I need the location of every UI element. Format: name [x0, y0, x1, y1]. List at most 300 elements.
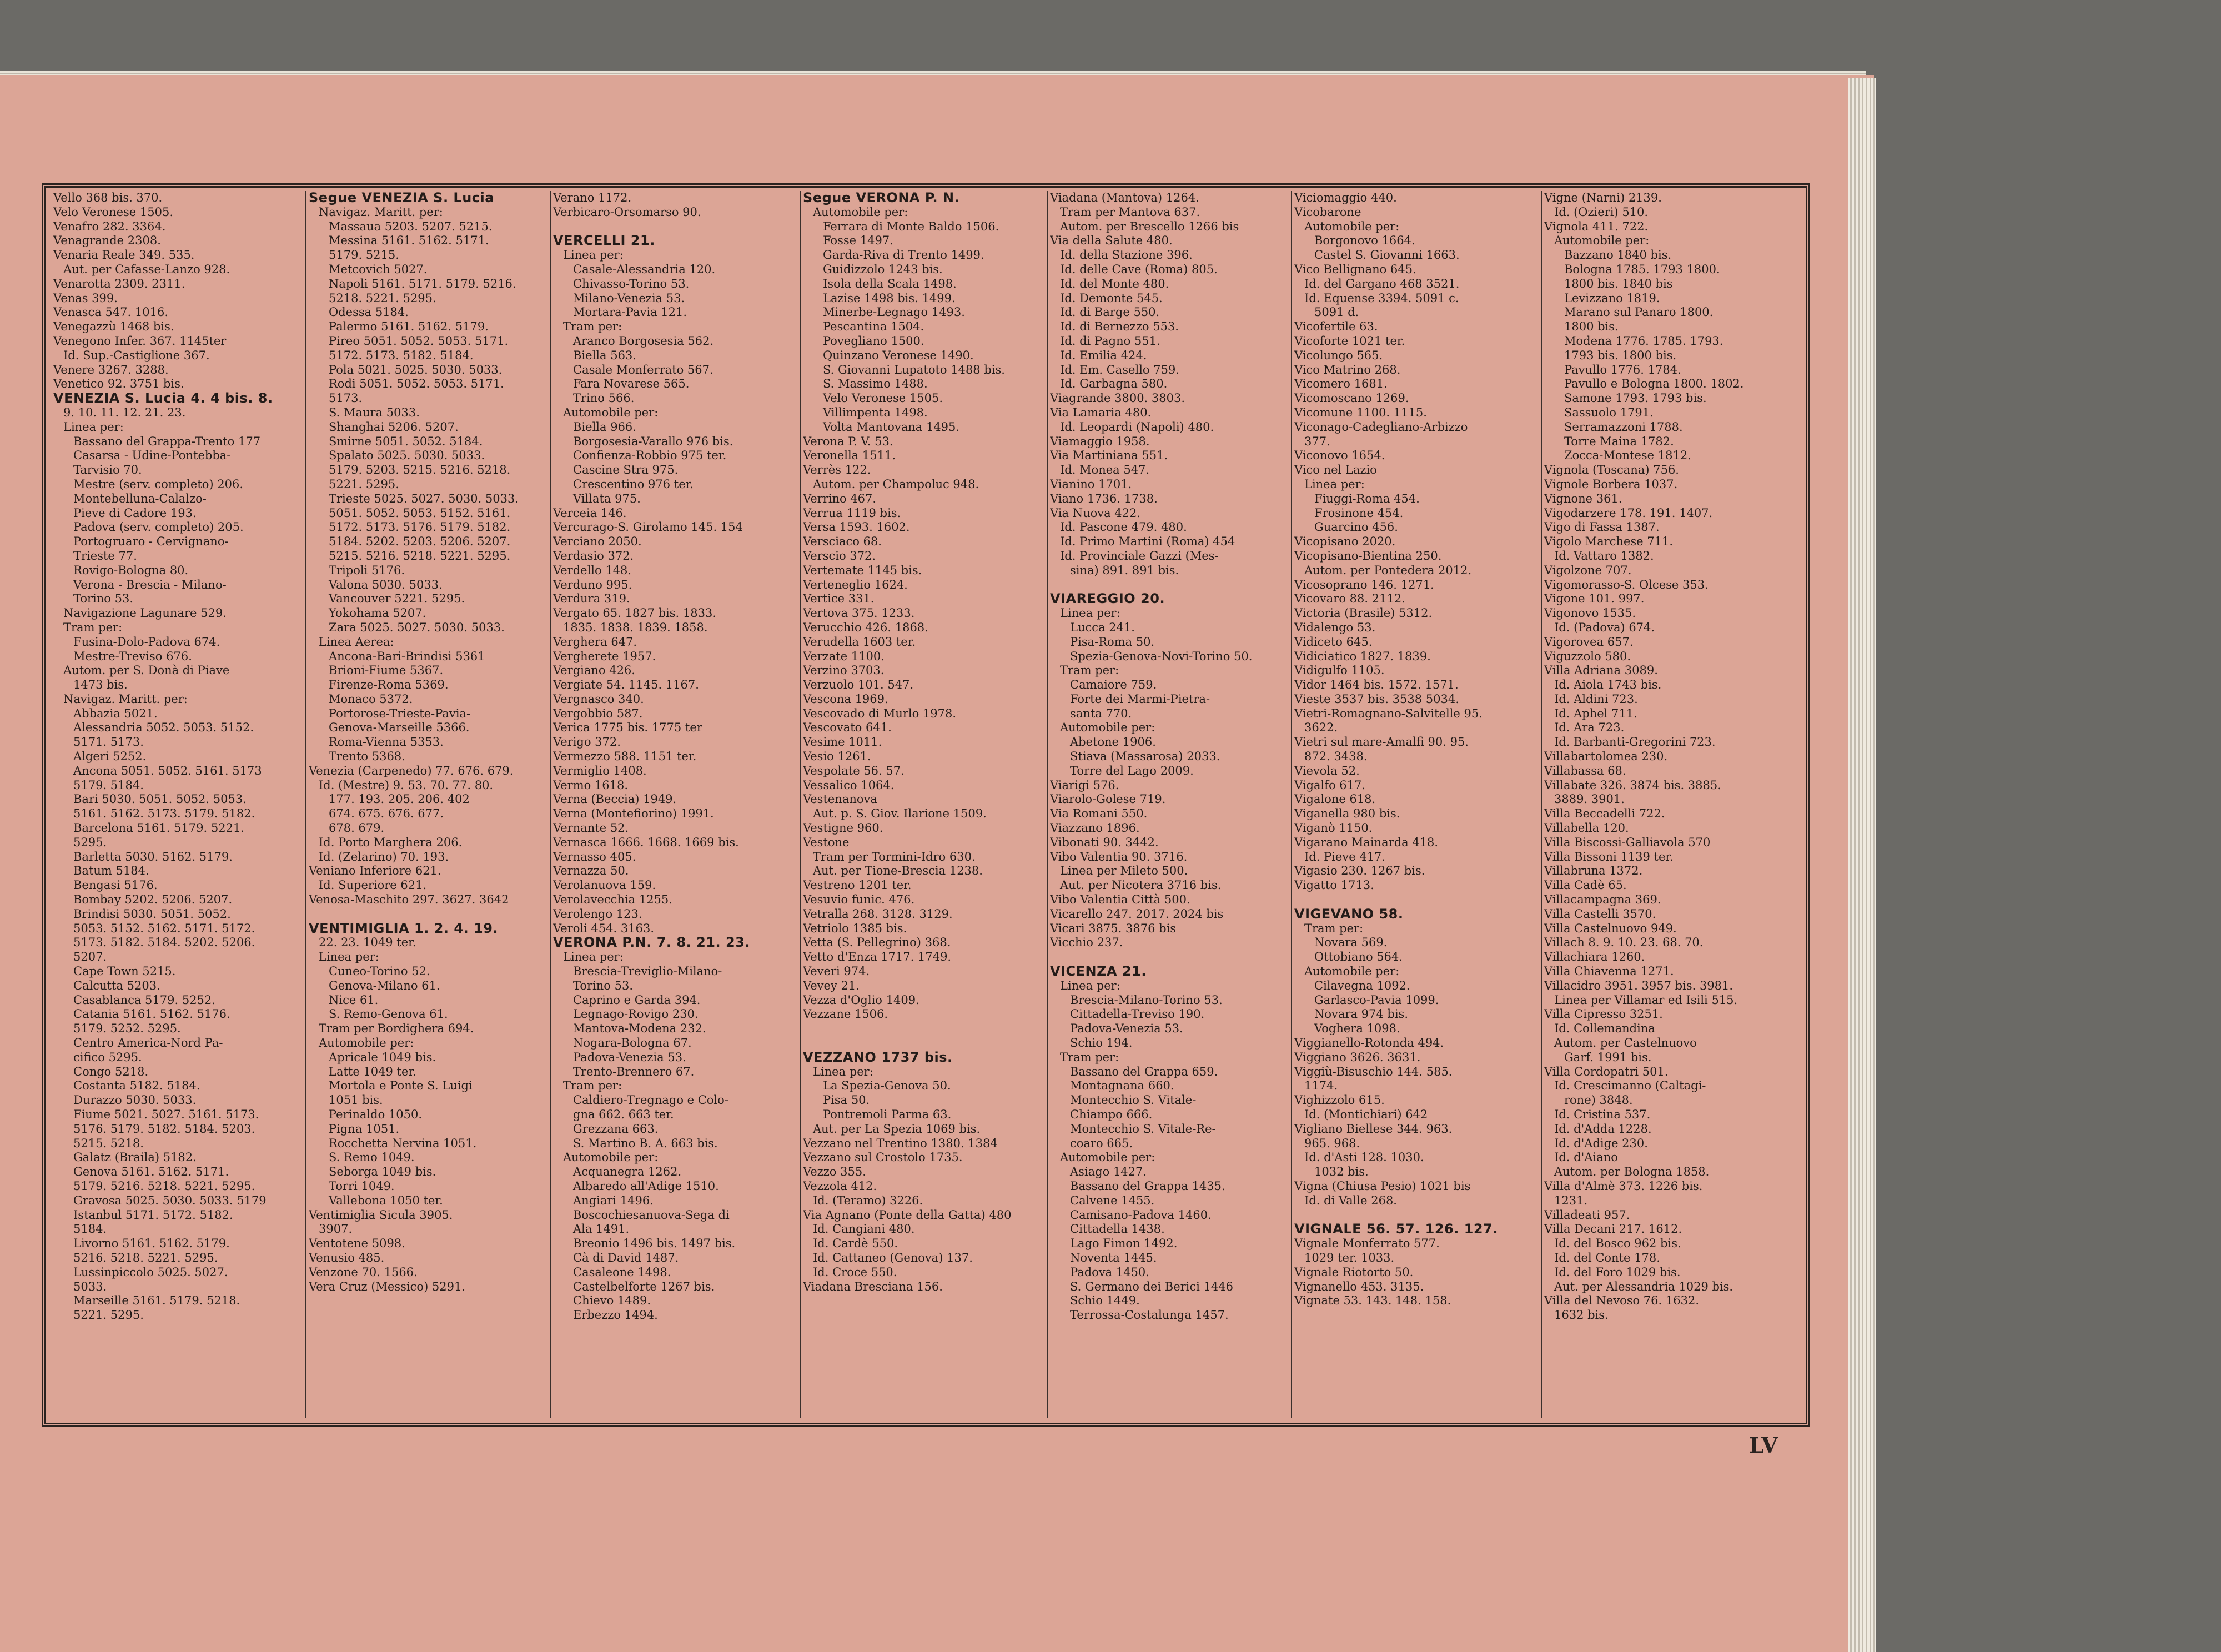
index-entry: Villa Cipresso 3251.	[1544, 1007, 1663, 1021]
index-entry: Chiampo 666.	[1070, 1108, 1153, 1121]
index-entry: Vigna (Chiusa Pesio) 1021 bis	[1294, 1179, 1471, 1193]
index-entry: Bengasi 5176.	[73, 878, 158, 892]
index-entry: Montecchio S. Vitale-	[1070, 1093, 1197, 1107]
index-entry: Casablanca 5179. 5252.	[73, 993, 215, 1007]
index-entry: Trino 566.	[573, 391, 635, 405]
index-entry: Linea per:	[1060, 606, 1120, 620]
index-entry: Via Romani 550.	[1050, 807, 1148, 821]
index-entry: Chievo 1489.	[573, 1294, 651, 1308]
index-entry: Villa Castelli 3570.	[1544, 907, 1656, 921]
index-entry: Tram per:	[1060, 1050, 1119, 1064]
index-entry: 3889. 3901.	[1554, 792, 1625, 806]
index-entry: Id. Aldini 723.	[1554, 692, 1638, 706]
index-entry: Casale Monferrato 567.	[573, 363, 713, 376]
index-entry: Villach 8. 9. 10. 23. 68. 70.	[1544, 936, 1704, 950]
index-entry: 5179. 5216. 5218. 5221. 5295.	[73, 1179, 255, 1193]
index-entry: Vetriolo 1385 bis.	[803, 921, 907, 935]
index-entry: Isola della Scala 1498.	[823, 277, 957, 290]
index-entry: Aut. per Cafasse-Lanzo 928.	[63, 262, 230, 276]
index-entry: Bari 5030. 5051. 5052. 5053.	[73, 792, 247, 806]
index-entry: Automobile per:	[1304, 219, 1400, 233]
index-entry: Verceia 146.	[553, 506, 627, 520]
index-entry: Viconago-Cadegliano-Arbizzo	[1294, 420, 1468, 434]
index-entry: Stiava (Massarosa) 2033.	[1070, 750, 1220, 764]
index-entry: Sassuolo 1791.	[1564, 405, 1654, 419]
index-entry	[309, 907, 547, 922]
index-entry: Mantova-Modena 232.	[573, 1022, 706, 1036]
index-entry: Boscochiesanuova-Sega di	[573, 1208, 730, 1222]
index-entry: Verudella 1603 ter.	[803, 635, 916, 649]
index-entry: Acquanegra 1262.	[573, 1165, 682, 1179]
index-entry: Vevey 21.	[803, 978, 860, 992]
index-entry: Vicolungo 565.	[1294, 348, 1383, 362]
section-heading: VIAREGGIO 20.	[1050, 592, 1165, 607]
index-entry: Venetico 92. 3751 bis.	[53, 377, 184, 391]
index-entry: Id. Pascone 479. 480.	[1060, 520, 1187, 534]
index-entry: Fiume 5021. 5027. 5161. 5173.	[73, 1108, 259, 1121]
index-entry: 1800 bis.	[1564, 320, 1619, 334]
index-entry: Vesuvio funic. 476.	[803, 893, 915, 907]
index-entry: Tarvisio 70.	[73, 463, 142, 477]
index-entry: 22. 23. 1049 ter.	[319, 936, 416, 950]
index-column-3	[550, 191, 800, 1418]
index-entry: Vezzo 355.	[803, 1165, 866, 1179]
index-entry: Bombay 5202. 5206. 5207.	[73, 893, 233, 907]
index-entry: Mestre (serv. completo) 206.	[73, 477, 244, 491]
index-entry: Autom. per Bologna 1858.	[1554, 1165, 1710, 1179]
index-entry: Catania 5161. 5162. 5176.	[73, 1007, 230, 1021]
section-heading: VERCELLI 21.	[553, 234, 655, 249]
index-entry	[1294, 1208, 1539, 1223]
index-column-7	[1541, 191, 1807, 1418]
index-entry: Levizzano 1819.	[1564, 291, 1660, 305]
index-entry: Vigasio 230. 1267 bis.	[1294, 864, 1425, 878]
index-entry: Borgonovo 1664.	[1314, 234, 1415, 248]
index-entry: Vibo Valentia 90. 3716.	[1050, 850, 1188, 863]
index-entry: Tram per:	[563, 320, 622, 334]
index-entry: Cilavegna 1092.	[1314, 978, 1410, 992]
index-entry: Napoli 5161. 5171. 5179. 5216.	[329, 277, 516, 290]
index-entry: Villa d'Almè 373. 1226 bis.	[1544, 1179, 1703, 1193]
index-entry: Vergiate 54. 1145. 1167.	[553, 678, 699, 692]
index-entry: Calvene 1455.	[1070, 1193, 1155, 1207]
index-entry: Genova-Marseille 5366.	[329, 721, 470, 735]
index-entry: Id. del Gargano 468 3521.	[1304, 277, 1460, 290]
index-entry: 377.	[1304, 434, 1330, 448]
index-entry: S. Remo-Genova 61.	[329, 1007, 448, 1021]
index-entry: Id. (Montichiari) 642	[1304, 1108, 1428, 1121]
index-entry: Vicovaro 88. 2112.	[1294, 592, 1405, 606]
index-entry: Aut. per Alessandria 1029 bis.	[1554, 1279, 1733, 1293]
index-entry: Metcovich 5027.	[329, 262, 428, 276]
index-entry	[1050, 950, 1289, 965]
index-entry: Lucca 241.	[1070, 620, 1135, 634]
index-entry: 1032 bis.	[1314, 1165, 1369, 1179]
index-entry: Verciano 2050.	[553, 535, 642, 549]
index-entry: Id. Croce 550.	[813, 1265, 897, 1279]
index-entry: Id. di Valle 268.	[1304, 1193, 1397, 1207]
index-entry: Viciomaggio 440.	[1294, 191, 1397, 204]
index-entry: Verduno 995.	[553, 578, 632, 591]
index-entry: Ventimiglia Sicula 3905.	[309, 1208, 453, 1222]
index-entry: Vezzano nel Trentino 1380. 1384	[803, 1136, 998, 1150]
index-entry: Vetto d'Enza 1717. 1749.	[803, 950, 952, 964]
index-entry: Viguzzolo 580.	[1544, 649, 1631, 663]
index-entry: Id. del Monte 480.	[1060, 277, 1169, 290]
index-entry: Asiago 1427.	[1070, 1165, 1147, 1179]
index-entry: Automobile per:	[1304, 965, 1400, 978]
index-entry: Bassano del Grappa 659.	[1070, 1064, 1218, 1078]
index-entry: Voghera 1098.	[1314, 1022, 1400, 1036]
index-entry: Marano sul Panaro 1800.	[1564, 305, 1714, 319]
index-entry: Bassano del Grappa 1435.	[1070, 1179, 1225, 1193]
index-entry: Vicopisano-Bientina 250.	[1294, 549, 1442, 563]
index-entry: Alessandria 5052. 5053. 5152.	[73, 721, 254, 735]
index-entry: Vicomoscano 1269.	[1294, 391, 1409, 405]
index-entry: Venafro 282. 3364.	[53, 219, 166, 233]
index-entry: Verona - Brescia - Milano-	[73, 578, 227, 591]
section-heading: VIGEVANO 58.	[1294, 907, 1404, 922]
index-entry: Modena 1776. 1785. 1793.	[1564, 334, 1723, 348]
index-entry: Vetralla 268. 3128. 3129.	[803, 907, 953, 921]
index-entry: Id. del Foro 1029 bis.	[1554, 1265, 1681, 1279]
index-entry: Padova-Venezia 53.	[1070, 1022, 1183, 1036]
index-entry: Rocchetta Nervina 1051.	[329, 1136, 477, 1150]
index-entry: Autom. per Castelnuovo	[1554, 1036, 1697, 1050]
index-entry: 1793 bis. 1800 bis.	[1564, 348, 1677, 362]
index-entry: Automobile per:	[813, 205, 908, 219]
index-entry: Verghera 647.	[553, 635, 637, 649]
index-column-4	[800, 191, 1047, 1418]
index-entry: Nice 61.	[329, 993, 379, 1007]
index-column-2	[305, 191, 550, 1418]
index-entry	[1294, 893, 1539, 907]
index-entry: Vignone 361.	[1544, 491, 1622, 505]
index-entry: Via Agnano (Ponte della Gatta) 480	[803, 1208, 1012, 1222]
index-entry: Id. Emilia 424.	[1060, 348, 1147, 362]
index-entry: Vicoforte 1021 ter.	[1294, 334, 1405, 348]
index-entry: Id. di Bernezzo 553.	[1060, 320, 1179, 334]
index-entry: Volta Mantovana 1495.	[823, 420, 960, 434]
index-entry: Verdello 148.	[553, 563, 632, 577]
index-entry: Id. d'Adda 1228.	[1554, 1122, 1652, 1136]
index-entry: Apricale 1049 bis.	[329, 1050, 436, 1064]
index-entry: Shanghai 5206. 5207.	[329, 420, 459, 434]
index-entry: coaro 665.	[1070, 1136, 1133, 1150]
index-entry: Id. Aphel 711.	[1554, 706, 1637, 720]
index-entry: Vigliano Biellese 344. 963.	[1294, 1122, 1453, 1136]
index-entry: Castel S. Giovanni 1663.	[1314, 248, 1460, 262]
index-entry: Autom. per Pontedera 2012.	[1304, 563, 1472, 577]
index-entry: Venere 3267. 3288.	[53, 363, 169, 376]
index-entry: Verbicaro-Orsomarso 90.	[553, 205, 701, 219]
index-entry: Angiari 1496.	[573, 1193, 654, 1207]
index-entry: Trento-Brennero 67.	[573, 1064, 695, 1078]
index-entry: Velo Veronese 1505.	[53, 205, 173, 219]
section-heading: VERONA P.N. 7. 8. 21. 23.	[553, 936, 750, 951]
index-entry: Brioni-Fiume 5367.	[329, 664, 444, 677]
index-entry: Schio 194.	[1070, 1036, 1133, 1050]
index-entry: Pontremoli Parma 63.	[823, 1108, 952, 1121]
index-entry: sina) 891. 891 bis.	[1070, 563, 1179, 577]
index-entry: Villa del Nevoso 76. 1632.	[1544, 1294, 1699, 1308]
index-entry: Guarcino 456.	[1314, 520, 1398, 534]
index-entry: 5053. 5152. 5162. 5171. 5172.	[73, 921, 255, 935]
index-entry: Frosinone 454.	[1314, 506, 1404, 520]
index-entry: Garlasco-Pavia 1099.	[1314, 993, 1439, 1007]
index-entry: Costanta 5182. 5184.	[73, 1079, 200, 1093]
index-entry: Autom. per S. Donà di Piave	[63, 664, 230, 677]
index-entry: Tram per:	[63, 620, 123, 634]
index-entry: Serramazzoni 1788.	[1564, 420, 1683, 434]
index-entry: Padova 1450.	[1070, 1265, 1149, 1279]
index-entry: Id. Aiola 1743 bis.	[1554, 678, 1662, 692]
index-entry: Aut. per Tione-Brescia 1238.	[813, 864, 983, 878]
index-entry: Vergato 65. 1827 bis. 1833.	[553, 606, 717, 620]
index-entry: Navigazione Lagunare 529.	[63, 606, 227, 620]
index-entry: Breonio 1496 bis. 1497 bis.	[573, 1237, 736, 1251]
index-entry: Fara Novarese 565.	[573, 377, 690, 391]
index-entry: rone) 3848.	[1564, 1093, 1633, 1107]
index-entry: Vicomero 1681.	[1294, 377, 1388, 391]
index-entry: Automobile per:	[1554, 234, 1650, 248]
index-entry: 5295.	[73, 835, 107, 849]
index-entry: Novara 569.	[1314, 936, 1388, 950]
index-entry: Villacampagna 369.	[1544, 893, 1661, 907]
page-number: LV	[1749, 1433, 1778, 1458]
index-entry: Terrossa-Costalunga 1457.	[1070, 1308, 1229, 1322]
index-entry: Minerbe-Legnago 1493.	[823, 305, 965, 319]
index-entry: Torino 53.	[573, 978, 634, 992]
index-entry: Spalato 5025. 5030. 5033.	[329, 449, 485, 463]
index-entry: Lussinpiccolo 5025. 5027.	[73, 1265, 228, 1279]
index-entry: Istanbul 5171. 5172. 5182.	[73, 1208, 233, 1222]
index-entry: Castelbelforte 1267 bis.	[573, 1279, 715, 1293]
index-entry: Durazzo 5030. 5033.	[73, 1093, 197, 1107]
index-entry: Autom. per Champoluc 948.	[813, 477, 979, 491]
index-entry: Verolengo 123.	[553, 907, 642, 921]
index-entry: Navigaz. Maritt. per:	[63, 692, 188, 706]
index-entry: Viagrande 3800. 3803.	[1050, 391, 1185, 405]
index-entry: Ottobiano 564.	[1314, 950, 1403, 964]
index-entry: Vescovado di Murlo 1978.	[803, 706, 957, 720]
index-entry: Villabruna 1372.	[1544, 864, 1643, 878]
index-entry: Vignate 53. 143. 148. 158.	[1294, 1294, 1451, 1308]
index-entry: S. Remo 1049.	[329, 1151, 415, 1164]
index-entry: Linea per:	[563, 950, 624, 964]
index-entry: Villabartolomea 230.	[1544, 750, 1668, 764]
index-entry: 5171. 5173.	[73, 735, 144, 749]
index-entry: Vigone 101. 997.	[1544, 592, 1645, 606]
index-entry: Id. Demonte 545.	[1060, 291, 1163, 305]
index-entry: S. Martino B. A. 663 bis.	[573, 1136, 718, 1150]
index-entry: Linea per:	[319, 950, 379, 964]
index-entry: Verano 1172.	[553, 191, 632, 204]
index-entry: Verolanuova 159.	[553, 878, 656, 892]
index-entry: Massaua 5203. 5207. 5215.	[329, 219, 493, 233]
index-entry: Venusio 485.	[309, 1251, 385, 1264]
index-entry: Venegazzù 1468 bis.	[53, 320, 174, 334]
index-entry: Torino 53.	[73, 592, 134, 606]
index-entry: Linea per:	[563, 248, 624, 262]
index-entry: Linea per Villamar ed Isili 515.	[1554, 993, 1738, 1007]
index-entry: Id. Porto Marghera 206.	[319, 835, 463, 849]
index-entry: Vicopisano 2020.	[1294, 535, 1396, 549]
index-entry: 872. 3438.	[1304, 750, 1368, 764]
index-entry: 5051. 5052. 5053. 5152. 5161.	[329, 506, 511, 520]
index-entry: 674. 675. 676. 677.	[329, 807, 444, 821]
index-entry: Montebelluna-Calalzo-	[73, 491, 207, 505]
index-entry: Veroli 454. 3163.	[553, 921, 655, 935]
index-entry: 5176. 5179. 5182. 5184. 5203.	[73, 1122, 255, 1136]
index-entry: Aut. per La Spezia 1069 bis.	[813, 1122, 981, 1136]
index-entry: Trento 5368.	[329, 750, 405, 764]
index-entry: Id. Leopardi (Napoli) 480.	[1060, 420, 1214, 434]
index-entry: Vidalengo 53.	[1294, 620, 1376, 634]
index-entry: Vergiano 426.	[553, 664, 635, 677]
index-entry: Lago Fimon 1492.	[1070, 1237, 1178, 1251]
index-entry: Vertice 331.	[803, 592, 875, 606]
index-entry: Vernasso 405.	[553, 850, 636, 863]
index-entry: Vianino 1701.	[1050, 477, 1132, 491]
index-entry: Id. (Ozieri) 510.	[1554, 205, 1649, 219]
index-entry: 5215. 5218.	[73, 1136, 144, 1150]
index-entry: Grezzana 663.	[573, 1122, 659, 1136]
index-entry: 5221. 5295.	[329, 477, 399, 491]
index-entry: Viganella 980 bis.	[1294, 807, 1400, 821]
index-entry: Fosse 1497.	[823, 234, 893, 248]
index-entry: Cittadella-Treviso 190.	[1070, 1007, 1205, 1021]
index-entry: 5179. 5215.	[329, 248, 399, 262]
index-entry: Ferrara di Monte Baldo 1506.	[823, 219, 999, 233]
index-entry: Genova 5161. 5162. 5171.	[73, 1165, 229, 1179]
index-entry: Vidigulfo 1105.	[1294, 664, 1385, 677]
index-entry: Id. Monea 547.	[1060, 463, 1150, 477]
index-entry: Aranco Borgosesia 562.	[573, 334, 714, 348]
index-entry: Portorose-Trieste-Pavia-	[329, 706, 471, 720]
index-entry: Guidizzolo 1243 bis.	[823, 262, 943, 276]
index-entry: Vigodarzere 178. 191. 1407.	[1544, 506, 1713, 520]
index-entry: Perinaldo 1050.	[329, 1108, 423, 1121]
index-entry: 5033.	[73, 1279, 107, 1293]
index-entry: 5207.	[73, 950, 107, 964]
index-entry: Vignanello 453. 3135.	[1294, 1279, 1424, 1293]
index-entry: Victoria (Brasile) 5312.	[1294, 606, 1433, 620]
index-entry: Vicchio 237.	[1050, 936, 1123, 950]
index-entry: Vetta (S. Pellegrino) 368.	[803, 936, 951, 950]
index-entry: Villa Cordopatri 501.	[1544, 1064, 1669, 1078]
index-entry: Velo Veronese 1505.	[823, 391, 943, 405]
index-entry: Vigatto 1713.	[1294, 878, 1374, 892]
index-entry: Zocca-Montese 1812.	[1564, 449, 1691, 463]
index-entry: Verzino 3703.	[803, 664, 885, 677]
index-entry: Vicobarone	[1294, 205, 1361, 219]
index-entry: Viamaggio 1958.	[1050, 434, 1150, 448]
index-entry: Pireo 5051. 5052. 5053. 5171.	[329, 334, 509, 348]
index-entry: Biella 966.	[573, 420, 636, 434]
index-entry: Odessa 5184.	[329, 305, 409, 319]
index-entry: Vestreno 1201 ter.	[803, 878, 912, 892]
index-entry: Viarigi 576.	[1050, 778, 1119, 792]
section-heading: VENTIMIGLIA 1. 2. 4. 19.	[309, 921, 499, 936]
index-entry: Vigne (Narni) 2139.	[1544, 191, 1662, 204]
index-entry: Vicofertile 63.	[1294, 320, 1378, 334]
index-entry: Vello 368 bis. 370.	[53, 191, 163, 204]
index-entry: Rovigo-Bologna 80.	[73, 563, 189, 577]
index-entry: Bazzano 1840 bis.	[1564, 248, 1672, 262]
index-entry: Ala 1491.	[573, 1222, 630, 1236]
index-entry: Casale-Alessandria 120.	[573, 262, 716, 276]
index-entry: 1174.	[1304, 1079, 1338, 1093]
index-entry: Id. Garbagna 580.	[1060, 377, 1168, 391]
index-entry: 5216. 5218. 5221. 5295.	[73, 1251, 218, 1264]
index-entry: Vigorovea 657.	[1544, 635, 1634, 649]
index-entry: Villa Castelnuovo 949.	[1544, 921, 1677, 935]
index-entry: Rodi 5051. 5052. 5053. 5171.	[329, 377, 504, 391]
index-entry: Congo 5218.	[73, 1064, 149, 1078]
index-entry: Villabella 120.	[1544, 821, 1629, 835]
index-entry: Vergherete 1957.	[553, 649, 656, 663]
index-entry: Vieste 3537 bis. 3538 5034.	[1294, 692, 1459, 706]
index-entry: Erbezzo 1494.	[573, 1308, 658, 1322]
index-entry: Venarotta 2309. 2311.	[53, 277, 185, 290]
index-entry: Vigomorasso-S. Olcese 353.	[1544, 578, 1709, 591]
index-entry: Vermiglio 1408.	[553, 764, 647, 777]
index-entry: Id. Em. Casello 759.	[1060, 363, 1179, 376]
index-entry: Verolavecchia 1255.	[553, 893, 672, 907]
index-entry: Viarolo-Golese 719.	[1050, 792, 1166, 806]
index-entry: Vera Cruz (Messico) 5291.	[309, 1279, 466, 1293]
index-entry: 1800 bis. 1840 bis	[1564, 277, 1673, 290]
index-entry: Pieve di Cadore 193.	[73, 506, 197, 520]
index-entry: Linea per Mileto 500.	[1060, 864, 1188, 878]
index-entry: Milano-Venezia 53.	[573, 291, 685, 305]
index-entry: 5179. 5252. 5295.	[73, 1022, 181, 1036]
index-entry: Verigo 372.	[553, 735, 621, 749]
index-entry	[553, 220, 797, 234]
index-entry: Tram per Mantova 637.	[1060, 205, 1200, 219]
index-entry: 1029 ter. 1033.	[1304, 1251, 1395, 1264]
index-entry: Id. Cattaneo (Genova) 137.	[813, 1251, 973, 1264]
index-entry: Borgosesia-Varallo 976 bis.	[573, 434, 733, 448]
index-entry: Torre Maina 1782.	[1564, 434, 1674, 448]
section-heading: Segue VERONA P. N.	[803, 191, 960, 205]
index-entry: Vancouver 5221. 5295.	[329, 592, 465, 606]
index-entry: Via Nuova 422.	[1050, 506, 1141, 520]
index-entry: Vigolo Marchese 711.	[1544, 535, 1674, 549]
index-entry: Crescentino 976 ter.	[573, 477, 694, 491]
index-entry: Verica 1775 bis. 1775 ter	[553, 721, 702, 735]
index-entry: Cuneo-Torino 52.	[329, 965, 430, 978]
index-entry: S. Germano dei Berici 1446	[1070, 1279, 1233, 1293]
index-entry: 3907.	[319, 1222, 353, 1236]
index-entry: Linea Aerea:	[319, 635, 394, 649]
index-entry: Venagrande 2308.	[53, 234, 161, 248]
index-entry: Roma-Vienna 5353.	[329, 735, 444, 749]
index-entry: Vicarello 247. 2017. 2024 bis	[1050, 907, 1224, 921]
index-entry: Versciaco 68.	[803, 535, 882, 549]
index-entry: Vicosoprano 146. 1271.	[1294, 578, 1434, 591]
index-entry: Galatz (Braila) 5182.	[73, 1151, 197, 1164]
index-entry: Venzone 70. 1566.	[309, 1265, 418, 1279]
index-entry: Padova-Venezia 53.	[573, 1050, 686, 1064]
index-entry: Vico Matrino 268.	[1294, 363, 1401, 376]
index-entry: Automobile per:	[1060, 721, 1155, 735]
index-entry: Vescona 1969.	[803, 692, 888, 706]
index-entry: Navigaz. Maritt. per:	[319, 205, 443, 219]
index-entry: Livorno 5161. 5162. 5179.	[73, 1237, 230, 1251]
index-entry: Tram per Bordighera 694.	[319, 1022, 474, 1036]
